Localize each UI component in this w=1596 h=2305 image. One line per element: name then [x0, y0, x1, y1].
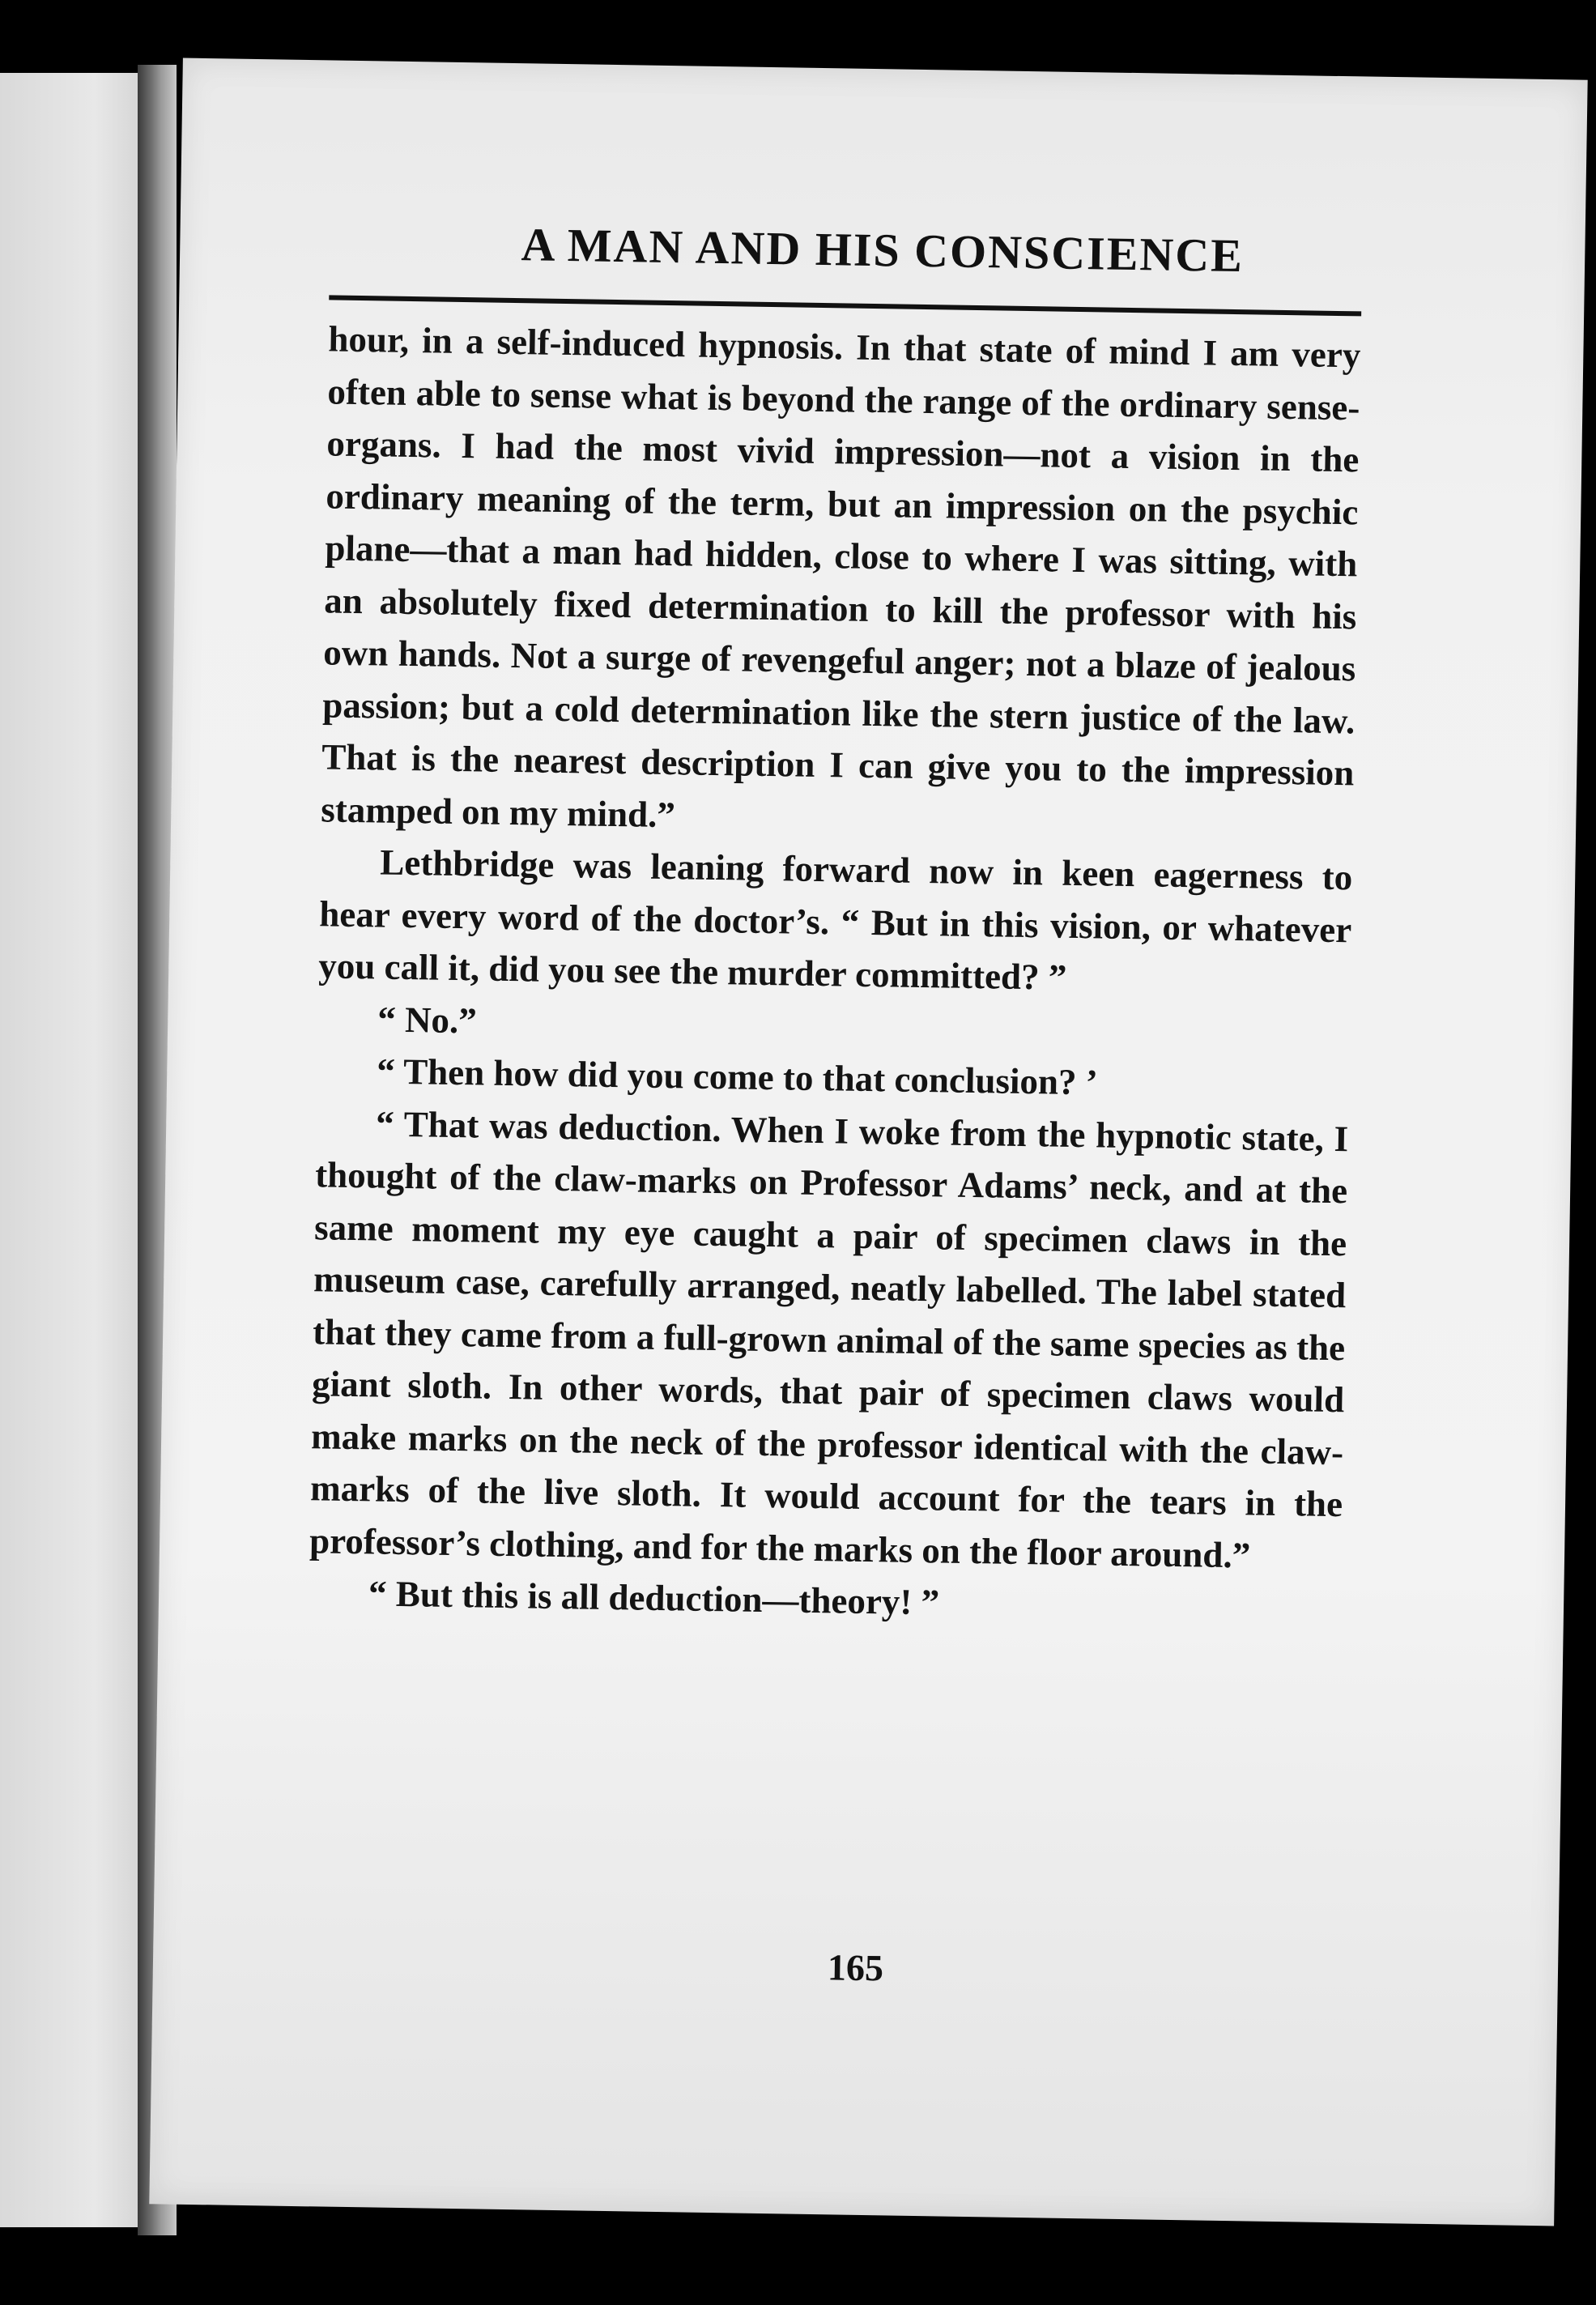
running-head: A MAN AND HIS CONSCIENCE [521, 218, 1245, 283]
paragraph: “ But this is all deduction—theory! ” [368, 1573, 940, 1623]
header-rule [329, 295, 1361, 316]
paragraph: “ No.” [377, 998, 478, 1041]
page-number: 165 [827, 1946, 884, 1989]
paragraph-continued: hour, in a self-induced hypnosis. In that state of mind I am very often able to sense what is beyond the range of the ordinary sense-organs. I had the most vivid impression—not a vision in the ordinary meaning of the term, but an impression on the psychic plane—that a man had hidden, close to where I was sitting, with an absolutely fixed determination to kill the professor with his own hands. Not a surge of revengeful anger; not a blaze of jealous passion; but a cold determination like the stern justice of the law. That is the nearest description I can give you to the impression stamped on my mind.” [320, 318, 1361, 835]
book-page [149, 58, 1587, 2226]
paragraph: Lethbridge was leaning forward now in keen eagerness to hear every word of the doctor’s. “ But in this vision, or whatever you call it, did you see the murder committed? ” [317, 841, 1353, 998]
facing-page-edge [0, 73, 158, 2227]
body-text [309, 313, 1361, 1634]
paragraph: “ Then how did you come to that conclusion? ’ [376, 1050, 1099, 1103]
paragraph: “ That was deduction. When I woke from the hypnotic state, I thought of the claw-marks on Professor Adams’ neck, and at the same moment my eye caught a pair of specimen claws in the museum case, carefully arranged, neatly labelled. The label stated that they came from a full-grown animal of the same species as the giant sloth. In other words, that pair of specimen claws would make marks on the neck of the professor identical with the claw-marks of the live sloth. It would account for the tears in the professor’s clothing, and for the marks on the floor around.” [309, 1102, 1349, 1575]
